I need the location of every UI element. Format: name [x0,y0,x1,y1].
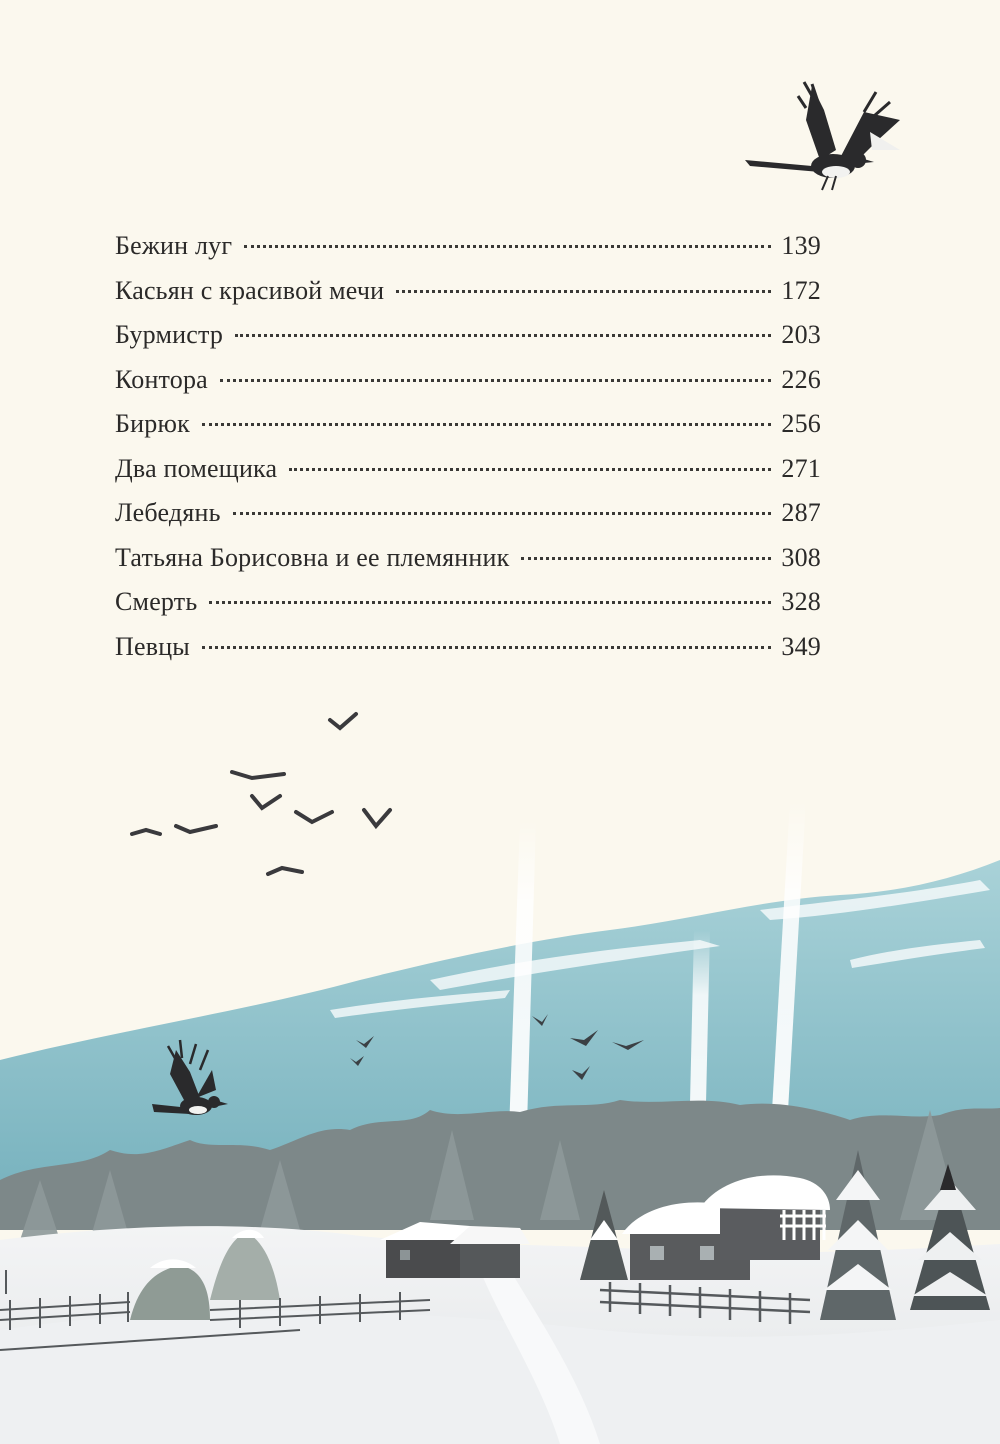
toc-entry-title: Бирюк [115,409,190,438]
toc-entry-title: Контора [115,364,208,394]
toc-entry-title: Бурмистр [115,320,224,349]
toc-entry-page-number: 203 [781,320,821,349]
toc-entry-title: Касьян с красивой мечи [115,275,385,305]
toc-entry-page-number: 287 [781,498,821,527]
toc-entry-title: Два помещика [115,453,278,483]
toc-entry-page-number: 256 [781,409,821,438]
toc-entry-page-number: 328 [781,587,821,616]
flying-birds-flock [132,714,390,874]
toc-entry-title: Певцы [115,631,190,661]
toc-entry-page-number: 349 [781,631,821,661]
toc-entry-title: Смерть [115,587,198,616]
toc-entry-page-number: 271 [781,453,821,483]
toc-entry-title: Бежин луг [115,231,233,260]
toc-entry-page-number: 139 [781,231,821,260]
toc-entry-title: Татьяна Борисовна и ее племянник [115,542,510,572]
toc-entry-page-number: 226 [781,364,821,394]
toc-entry-page-number: 308 [781,542,821,572]
toc-entry-page-number: 172 [781,275,821,305]
toc-entry-title: Лебедянь [115,498,221,527]
